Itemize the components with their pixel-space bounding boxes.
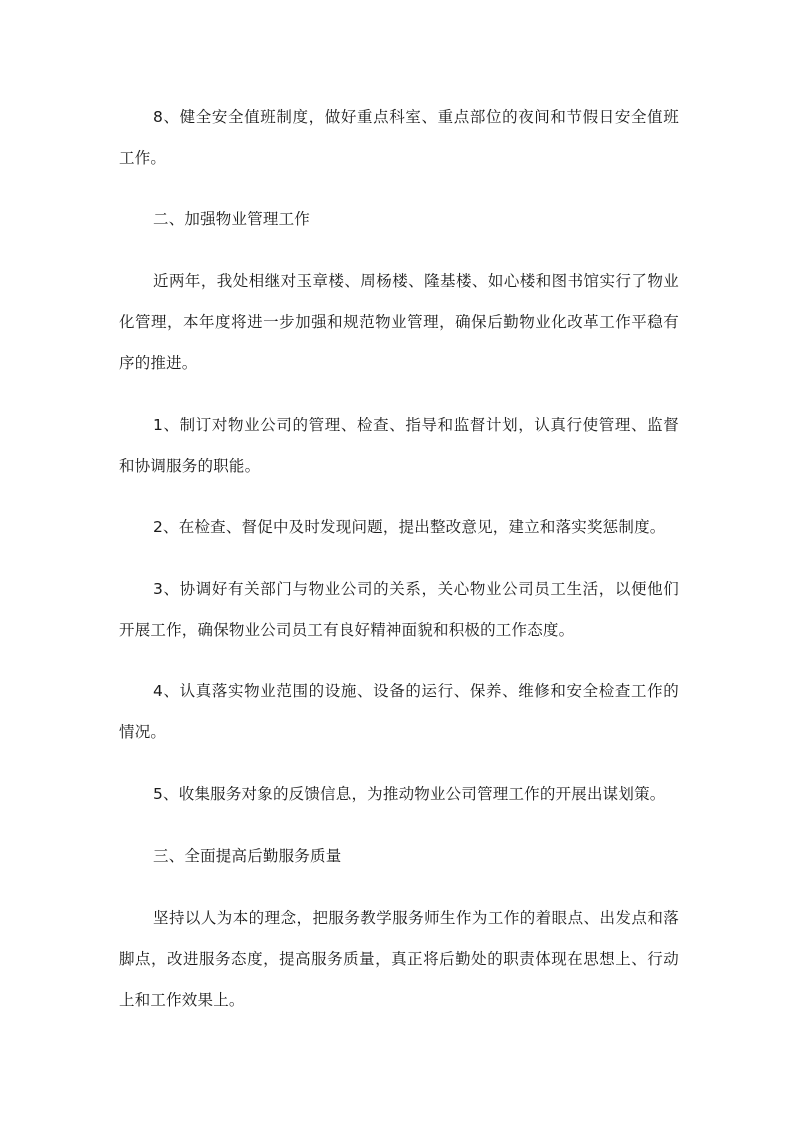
paragraph-item-2: 2、在检查、督促中及时发现问题，提出整改意见，建立和落实奖惩制度。 (153, 518, 666, 536)
paragraph-item-8: 8、健全安全值班制度，做好重点科室、重点部位的夜间和节假日安全值班工作。 (119, 108, 679, 167)
paragraph-service-quality: 坚持以人为本的理念，把服务教学服务师生作为工作的着眼点、出发点和落脚点，改进服务态度，提高服务质量，真正将后勤处的职责体现在思想上、行动上和工作效果上。 (119, 909, 679, 1009)
section-heading-3: 三、全面提高后勤服务质量 (153, 847, 342, 865)
section-heading-2: 二、加强物业管理工作 (153, 210, 311, 228)
paragraph-item-3: 3、协调好有关部门与物业公司的关系，关心物业公司员工生活，以便他们开展工作，确保物业公司员工有良好精神面貌和积极的工作态度。 (119, 580, 679, 639)
paragraph-item-4: 4、认真落实物业范围的设施、设备的运行、保养、维修和安全检查工作的情况。 (119, 682, 679, 741)
paragraph-property-intro: 近两年，我处相继对玉章楼、周杨楼、隆基楼、如心楼和图书馆实行了物业化管理，本年度将进一步加强和规范物业管理，确保后勤物业化改革工作平稳有序的推进。 (119, 272, 679, 372)
paragraph-item-5: 5、收集服务对象的反馈信息，为推动物业公司管理工作的开展出谋划策。 (153, 785, 666, 803)
paragraph-item-1: 1、制订对物业公司的管理、检查、指导和监督计划，认真行使管理、监督和协调服务的职能。 (119, 416, 679, 475)
